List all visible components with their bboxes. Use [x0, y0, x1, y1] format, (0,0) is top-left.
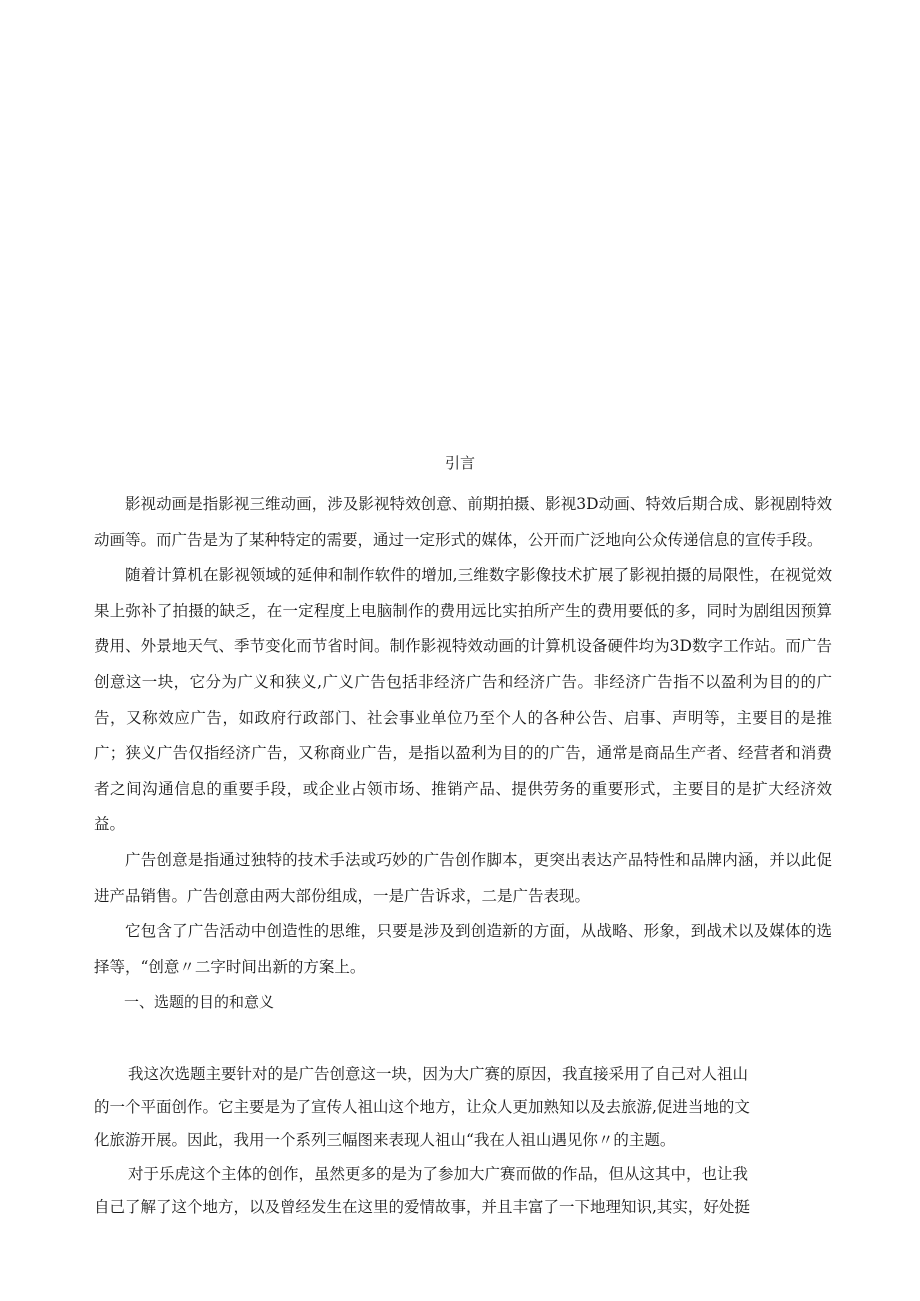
paragraph: 广告创意是指通过独特的技术手法或巧妙的广告创作脚本，更突出表达产品特性和品牌内涵，并以此促进产品销售。广告创意由两大部份组成，一是广告诉求，二是广告表现。 — [94, 850, 832, 905]
document-title: 引言 — [444, 454, 475, 472]
section-body — [94, 1058, 824, 1157]
section-line: 我这次选题主要针对的是广告创意这一块，因为大广赛的原因，我直接采用了自己对人祖山 — [128, 1065, 749, 1083]
closing-line: 自己了解了这个地方，以及曾经发生在这里的爱情故事，并且丰富了一下地理知识,其实，好处挺 — [94, 1198, 750, 1216]
paragraph: 影视动画是指影视三维动画，涉及影视特效创意、前期拍摄、影视3D动画、特效后期合成、影视剧特效动画等。而广告是为了某种特定的需要，通过一定形式的媒体，公开而广泛地向公众传递信息的宣传手段。 — [94, 495, 832, 549]
closing-line: 对于乐虎这个主体的创作，虽然更多的是为了参加大广赛而做的作品，但从这其中，也让我 — [128, 1165, 749, 1183]
section-line: 的一个平面创作。它主要是为了宣传人祖山这个地方，让众人更加熟知以及去旅游,促进当地的文 — [94, 1098, 750, 1116]
section-heading: 一、选题的目的和意义 — [124, 993, 275, 1012]
section-line: 化旅游开展。因此，我用一个系列三幅图来表现人祖山“我在人祖山遇见你〃的主题。 — [94, 1131, 676, 1149]
paragraph: 它包含了广告活动中创造性的思维，只要是涉及到创造新的方面，从战略、形象，到战术以及媒体的选择等，“创意〃二字时间出新的方案上。 — [94, 922, 832, 976]
closing-body — [94, 1158, 824, 1224]
introduction-body — [94, 487, 832, 1020]
paragraph: 随着计算机在影视领域的延伸和制作软件的增加,三维数字影像技术扩展了影视拍摄的局限性，在视觉效果上弥补了拍摄的缺乏，在一定程度上电脑制作的费用远比实拍所产生的费用要低的多，同时为剧组因预算费用、外景地天气、季节变化而节省时间。制作影视特效动画的计算机设备硬件均为3D数字工作站。而广告创意这一块，它分为广义和狭义,广义广告包括非经济广告和经济广告。非经济广告指不以盈利为目的的广告，又称效应广告，如政府行政部门、社会事业单位乃至个人的各种公告、启事、声明等，主要目的是推广；狭义广告仅指经济广告，又称商业广告，是指以盈利为目的的广告，通常是商品生产者、经营者和消费者之间沟通信息的重要手段，或企业占领市场、推销产品、提供劳务的重要形式，主要目的是扩大经济效益。 — [94, 566, 832, 834]
